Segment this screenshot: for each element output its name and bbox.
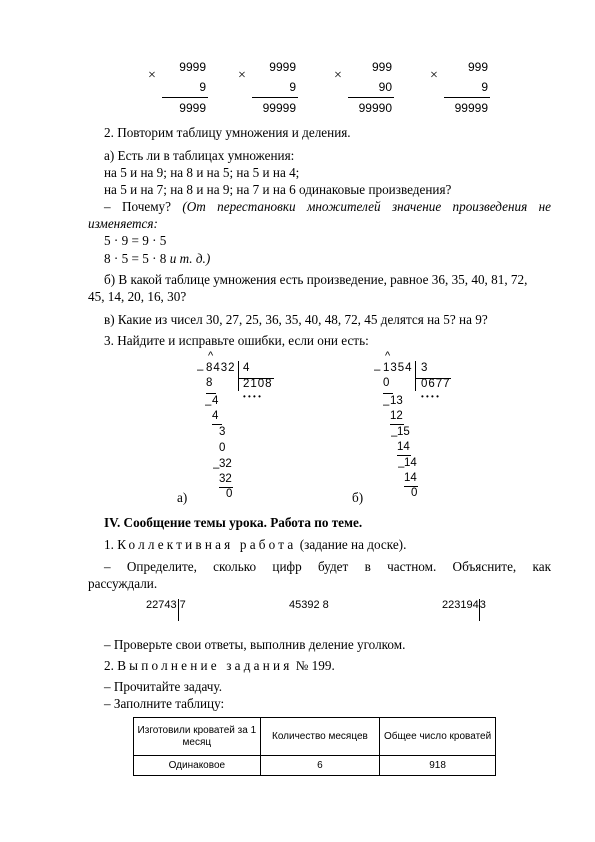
task1-num: 1. xyxy=(104,537,114,552)
multiplication-rule xyxy=(348,97,394,98)
label-a: а) xyxy=(177,490,188,505)
caret-a: ^ xyxy=(208,350,214,362)
step-a-6: 32 xyxy=(219,473,232,485)
task2-a-line3: на 5 и на 7; на 8 и на 9; на 7 и на 6 одинаковые произведения? xyxy=(104,182,452,197)
step-a-3: 3 xyxy=(219,426,226,438)
minus-b1: – xyxy=(383,399,390,411)
multiplicand: 999 xyxy=(371,60,392,74)
task2-b-line2: 45, 14, 20, 16, 30? xyxy=(88,289,187,304)
table-header-3: Общее число кроватей xyxy=(380,718,496,756)
multiplication-rule xyxy=(252,97,298,98)
example-3-divisor: 3 xyxy=(479,599,486,621)
table-header-1: Изготовили кроватей за 1 месяц xyxy=(134,718,261,756)
step-a-4: 0 xyxy=(219,442,226,454)
step-a-0: 8 xyxy=(206,377,213,389)
product: 99999 xyxy=(262,101,296,115)
task2-a-line1: а) Есть ли в таблицах умножения: xyxy=(104,148,295,163)
why-answer-2: изменяется: xyxy=(88,216,158,231)
minus-a2: – xyxy=(213,462,220,474)
div-b-vline xyxy=(415,361,416,391)
dividend-a: 8432 xyxy=(206,362,236,374)
example-1-dividend: 22743 xyxy=(146,599,177,611)
step-a-1: 4 xyxy=(212,395,219,407)
multiplier: 9 xyxy=(481,80,488,94)
task2-why-line xyxy=(104,199,551,215)
step-b-4: 14 xyxy=(397,441,410,453)
table-header-2: Количество месяцев xyxy=(260,718,379,756)
dots-b: • • • • xyxy=(421,392,439,401)
task2b-rest: № 199. xyxy=(295,658,335,673)
step-a-2: 4 xyxy=(212,410,219,422)
equation-1: 5 · 9 = 9 · 5 xyxy=(104,233,167,248)
minus-b3: – xyxy=(398,461,405,473)
multiplicand: 999 xyxy=(467,60,488,74)
step-b-2: 12 xyxy=(390,410,403,422)
task2-b-line1: б) В какой таблице умножения есть произведение, равное 36, 35, 40, 81, 72, xyxy=(104,272,528,287)
divisor-b: 3 xyxy=(421,362,428,374)
rule-b-2 xyxy=(397,455,411,456)
why-answer-1: (От перестановки множителей значение произведения не xyxy=(182,199,551,214)
q1-line1: – Определите, сколько цифр будет в частном. Объясните, как xyxy=(104,559,551,574)
caret-b: ^ xyxy=(385,350,391,362)
product: 99999 xyxy=(454,101,488,115)
quotient-a: 2108 xyxy=(243,378,273,390)
table-row xyxy=(134,756,496,776)
multiplier: 9 xyxy=(199,80,206,94)
table-cell-1: Одинаковое xyxy=(134,756,261,776)
rule-a-0 xyxy=(206,393,216,394)
multiply-sign: × xyxy=(334,68,342,83)
step-b-5: 14 xyxy=(404,457,417,469)
task1-spaced: Коллективная работа xyxy=(117,537,297,552)
fill-line: – Заполните таблицу: xyxy=(104,696,225,711)
multiplication-rule xyxy=(444,97,490,98)
task2-v-line: в) Какие из чисел 30, 27, 25, 36, 35, 40, 48, 72, 45 делятся на 5? на 9? xyxy=(104,312,488,327)
step-a-5: 32 xyxy=(219,458,232,470)
rule-b-1 xyxy=(390,424,404,425)
step-b-1: 13 xyxy=(390,395,403,407)
example-1-divisor: 7 xyxy=(178,599,186,621)
example-3-dividend: 223194 xyxy=(442,599,479,611)
step-b-0: 0 xyxy=(383,377,390,389)
equation-2 xyxy=(104,251,210,267)
rule-b-0 xyxy=(383,393,393,394)
task1-heading xyxy=(104,537,406,553)
task2-a-line2: на 5 и на 9; на 8 и на 5; на 5 и на 4; xyxy=(104,165,300,180)
section4-title: IV. Сообщение темы урока. Работа по теме. xyxy=(104,515,363,530)
example-2 xyxy=(289,599,329,611)
equation-2-italic: и т. д.) xyxy=(169,251,211,266)
check-line: – Проверьте свои ответы, выполнив деление уголком. xyxy=(104,637,406,652)
q1-line2: рассуждали. xyxy=(88,576,158,591)
quotient-b: 0677 xyxy=(421,378,451,390)
table-header-row xyxy=(134,718,496,756)
multiplier: 9 xyxy=(289,80,296,94)
table-cell-2: 6 xyxy=(260,756,379,776)
multiplicand: 9999 xyxy=(269,60,296,74)
multiplier: 90 xyxy=(378,80,392,94)
read-line: – Прочитайте задачу. xyxy=(104,679,222,694)
minus-b0: – xyxy=(374,364,381,376)
label-b: б) xyxy=(352,490,364,505)
multiplicand: 9999 xyxy=(179,60,206,74)
minus-a1: – xyxy=(205,399,212,411)
example-3 xyxy=(442,599,486,621)
multiply-sign: × xyxy=(430,68,438,83)
why-prefix: – Почему? xyxy=(104,199,171,214)
minus-a0: – xyxy=(197,364,204,376)
dividend-b: 1354 xyxy=(383,362,413,374)
multiply-sign: × xyxy=(238,68,246,83)
multiply-sign: × xyxy=(148,68,156,83)
example-2-dividend: 45392 xyxy=(289,599,320,611)
example-1 xyxy=(146,599,186,621)
task2-title: 2. Повторим таблицу умножения и деления. xyxy=(104,125,351,140)
task2b-heading xyxy=(104,658,335,674)
product: 99990 xyxy=(358,101,392,115)
multiplication-rule xyxy=(162,97,208,98)
task2b-spaced: Выполнение задания xyxy=(117,658,293,673)
task2b-num: 2. xyxy=(104,658,114,673)
minus-b2: – xyxy=(391,430,398,442)
table-cell-3: 918 xyxy=(380,756,496,776)
dots-a: • • • • xyxy=(243,392,261,401)
step-b-7: 0 xyxy=(411,487,418,499)
data-table xyxy=(133,717,496,776)
equation-2-plain: 8 · 5 = 5 · 8 xyxy=(104,251,167,266)
product: 9999 xyxy=(179,101,206,115)
step-b-3: 15 xyxy=(397,426,410,438)
div-a-vline xyxy=(238,361,239,391)
rule-a-1 xyxy=(212,424,222,425)
divisor-a: 4 xyxy=(243,362,250,374)
example-2-divisor: 8 xyxy=(322,599,329,611)
task3-title: 3. Найдите и исправьте ошибки, если они есть: xyxy=(104,333,369,348)
step-b-6: 14 xyxy=(404,472,417,484)
task1-rest: (задание на доске). xyxy=(299,537,407,552)
step-a-7: 0 xyxy=(226,488,233,500)
